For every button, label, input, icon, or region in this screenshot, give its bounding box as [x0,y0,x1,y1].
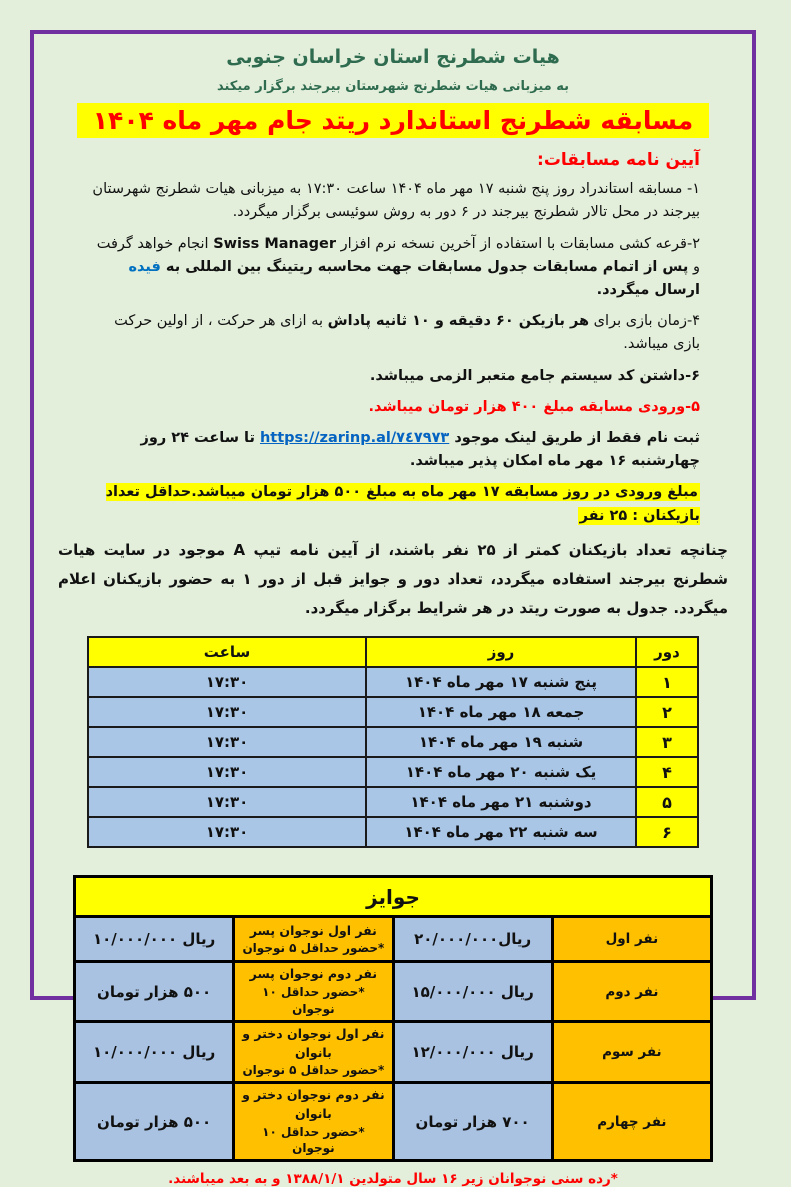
prize-rank-cell: نفر سوم [552,1021,711,1082]
rule-item-4-lead: ۴-زمان بازی برای [589,313,700,330]
schedule-cell-round: ۵ [636,787,698,817]
schedule-cell-time: ۱۷:۳۰ [88,697,366,727]
rule-item-5: ۵-ورودی مسابقه مبلغ ۴۰۰ هزار تومان میباشد. [368,398,700,415]
registration-link[interactable]: https://zarinp.al/٧٤٧٩٧٣ [259,429,450,446]
youth-category-condition: *حضور حداقل ۵ نوجوان [242,1063,385,1078]
schedule-cell-day: پنج شنبه ۱۷ مهر ماه ۱۴۰۴ [366,667,636,697]
rule-item-1-text: ۱- مسابقه استاندراد روز پنج شنبه ۱۷ مهر ماه ۱۴۰۴ ساعت ۱۷:۳۰ به میزبانی هیات شطرنج شهرستان بیرجند در محل تالار شطرنج بیرجند در ۶ دور به روش سوئیسی برگزار میگردد. [92,181,700,221]
prize-main-amount-cell: ۱۲/۰۰۰/۰۰۰ ریال [393,1021,552,1082]
swiss-manager-text: Swiss Manager [213,235,337,252]
schedule-header-round: دور [636,637,698,667]
prize-youth-category-cell [234,1083,393,1161]
prizes-title-row [75,877,712,917]
prize-youth-amount-cell: ۵۰۰ هزار تومان [75,1083,234,1161]
prizes-table [73,875,713,1162]
schedule-cell-round: ۴ [636,757,698,787]
schedule-cell-day: سه شنبه ۲۲ مهر ماه ۱۴۰۴ [366,817,636,847]
prize-row [75,962,712,1021]
rule-item-2-mid: انجام خواهد گرفت و [96,235,700,275]
prize-youth-category-cell [234,917,393,962]
schedule-cell-day: یک شنبه ۲۰ مهر ماه ۱۴۰۴ [366,757,636,787]
low-player-note: چنانچه تعداد بازیکنان کمتر از ۲۵ نفر باشند، از آیین نامه تیپ A موجود در سایت هیات شطرنج بیرجند استفاده میگردد، تعداد دور و جوایز قبل از دور ۱ به حضور بازیکنان اعلام میگردد. جدول به صورت ریتد در هر شرایط برگزار میگردد. [58,540,728,618]
rule-item-4-bold: هر بازیکن ۶۰ دقیقه و ۱۰ ثانیه پاداش [327,313,590,330]
registration-line [86,427,700,473]
schedule-header-day: روز [366,637,636,667]
rules-section [34,138,752,623]
prize-rank-cell: نفر دوم [552,962,711,1021]
schedule-cell-round: ۶ [636,817,698,847]
host-subtitle: به میزبانی هیات شطرنج شهرستان بیرجند برگزار میکند [216,79,569,94]
prize-youth-amount-cell: ۵۰۰ هزار تومان [75,962,234,1021]
prize-main-amount-cell: ۱۵/۰۰۰/۰۰۰ ریال [393,962,552,1021]
rule-item-4-tail: به ازای هر حرکت ، از اولین حرکت بازی میباشد. [114,313,700,353]
schedule-cell-time: ۱۷:۳۰ [88,727,366,757]
rule-item-2-bold: پس از اتمام مسابقات جدول مسابقات جهت محاسبه ریتینگ بین المللی به [160,258,689,275]
prize-row [75,1021,712,1082]
registration-tail: تا ساعت ۲۴ روز چهارشنبه ۱۶ مهر ماه امکان پذیر میباشد. [140,429,700,470]
prize-row [75,1083,712,1161]
schedule-header-time: ساعت [88,637,366,667]
youth-category-condition: *حضور حداقل ۵ نوجوان [242,941,385,956]
schedule-cell-day: جمعه ۱۸ مهر ماه ۱۴۰۴ [366,697,636,727]
schedule-table [87,636,699,848]
rule-item-1 [86,178,700,224]
rule-item-2-tail: ارسال میگردد. [596,282,700,298]
schedule-row [88,787,698,817]
youth-category-condition: *حضور حداقل ۱۰ نوجوان [262,1124,365,1156]
schedule-row [88,697,698,727]
rule-item-2 [86,233,700,303]
age-category-note: *رده سنی نوجوانان زیر ۱۶ سال متولدین ۱۳۸۸/۱/۱ و به بعد میباشند. [168,1171,618,1187]
prize-rank-cell: نفر چهارم [552,1083,711,1161]
schedule-row [88,817,698,847]
schedule-header-row [88,637,698,667]
schedule-row [88,727,698,757]
rule-item-6: ۶-داشتن کد سیستم جامع متعبر الزمی میباشد. [369,367,700,384]
schedule-cell-day: دوشنبه ۲۱ مهر ماه ۱۴۰۴ [366,787,636,817]
schedule-cell-round: ۱ [636,667,698,697]
youth-category-condition: *حضور حداقل ۱۰ نوجوان [262,985,365,1016]
youth-category-title: نفر دوم نوجوان پسر [249,966,378,982]
event-banner: مسابقه شطرنج استاندارد ریتد جام مهر ماه ۱۴۰۴ [77,103,709,138]
schedule-cell-time: ۱۷:۳۰ [88,787,366,817]
schedule-cell-time: ۱۷:۳۰ [88,757,366,787]
prize-rank-cell: نفر اول [552,917,711,962]
schedule-row [88,757,698,787]
rule-item-2-lead: ۲-قرعه کشی مسابقات با استفاده از آخرین نسخه نرم افزار [336,235,700,252]
organization-title: هیات شطرنج استان خراسان جنوبی [226,46,560,68]
prize-main-amount-cell: ۲۰/۰۰۰/۰۰۰ریال [393,917,552,962]
prize-youth-amount-cell: ۱۰/۰۰۰/۰۰۰ ریال [75,1021,234,1082]
schedule-cell-time: ۱۷:۳۰ [88,667,366,697]
prize-row [75,917,712,962]
prize-main-amount-cell: ۷۰۰ هزار تومان [393,1083,552,1161]
schedule-cell-time: ۱۷:۳۰ [88,817,366,847]
schedule-cell-round: ۳ [636,727,698,757]
prizes-title: جوایز [75,877,712,917]
prize-youth-category-cell [234,962,393,1021]
flyer-frame [30,30,756,1187]
flyer-header [34,46,752,138]
prize-youth-category-cell [234,1021,393,1082]
schedule-cell-day: شنبه ۱۹ مهر ماه ۱۴۰۴ [366,727,636,757]
schedule-row [88,667,698,697]
event-banner-wrap [34,103,752,138]
youth-category-title: نفر اول نوجوان دختر و بانوان [242,1025,385,1060]
entry-fee-highlight: مبلغ ورودی در روز مسابقه ۱۷ مهر ماه به مبلغ ۵۰۰ هزار تومان میباشد.حداقل تعداد بازیکنان : ۲۵ نفر [105,484,700,524]
rules-heading: آیین نامه مسابقات: [537,150,700,171]
youth-category-title: نفر دوم نوجوان دختر و بانوان [242,1087,385,1121]
schedule-cell-round: ۲ [636,697,698,727]
rule-item-4 [86,310,700,356]
fide-text: فیده [128,258,161,275]
entry-fee-note-line [86,481,700,527]
prize-youth-amount-cell: ۱۰/۰۰۰/۰۰۰ ریال [75,917,234,962]
registration-lead: ثبت نام فقط از طریق لینک موجود [449,429,700,446]
youth-category-title: نفر اول نوجوان پسر [249,922,377,938]
